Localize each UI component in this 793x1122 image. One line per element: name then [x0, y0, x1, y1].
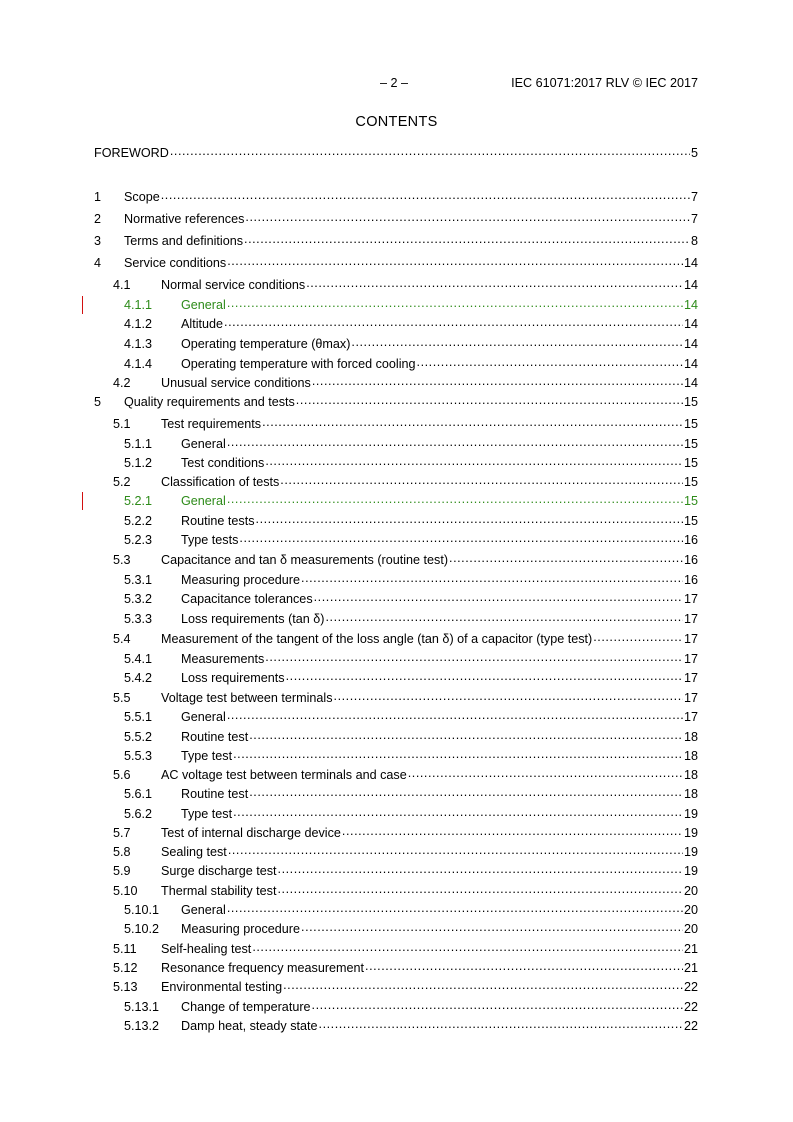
toc-entry[interactable]: [94, 728, 698, 746]
toc-entry-number: 5.2.1: [124, 494, 153, 508]
toc-entry-label: Capacitance tolerances: [181, 592, 313, 606]
toc-dot-leader: [342, 825, 683, 837]
toc-entry[interactable]: [94, 531, 698, 549]
page-number: – 2 –: [380, 76, 409, 90]
toc-entry-page: 14: [683, 298, 698, 312]
toc-entry[interactable]: [94, 415, 698, 433]
toc-entry[interactable]: [94, 492, 698, 510]
toc-entry-label: FOREWORD: [94, 146, 169, 160]
toc-entry[interactable]: [94, 512, 698, 530]
toc-dot-leader: [449, 552, 683, 564]
toc-entry-page: 20: [683, 884, 698, 898]
toc-entry-number: 2: [94, 212, 102, 226]
toc-entry-page: 21: [683, 942, 698, 956]
toc-dot-leader: [245, 211, 690, 223]
toc-dot-leader: [228, 844, 683, 856]
toc-entry-number: 5.6.2: [124, 807, 153, 821]
toc-entry-number: 5.10: [113, 884, 138, 898]
toc-entry[interactable]: [94, 551, 698, 569]
toc-dot-leader: [227, 436, 683, 448]
toc-dot-leader: [233, 806, 683, 818]
toc-entry[interactable]: [94, 610, 698, 628]
toc-entry-page: 17: [683, 652, 698, 666]
toc-dot-leader: [301, 921, 683, 933]
toc-entry-page: 20: [683, 903, 698, 917]
toc-dot-leader: [227, 709, 683, 721]
toc-entry-label: Terms and definitions: [124, 234, 244, 248]
toc-dot-leader: [227, 255, 683, 267]
toc-entry[interactable]: [94, 689, 698, 707]
toc-dot-leader: [256, 513, 683, 525]
toc-entry-number: 5.8: [113, 845, 131, 859]
toc-entry[interactable]: [94, 901, 698, 919]
toc-entry-page: 19: [683, 807, 698, 821]
toc-entry-page: 19: [683, 864, 698, 878]
toc-entry-page: 15: [683, 417, 698, 431]
toc-entry-label: Normal service conditions: [161, 278, 306, 292]
toc-entry-page: 17: [683, 592, 698, 606]
toc-dot-leader: [593, 631, 683, 643]
toc-dot-leader: [280, 474, 683, 486]
toc-entry-page: 14: [683, 376, 698, 390]
toc-entry-label: Self-healing test: [161, 942, 252, 956]
toc-entry-label: Routine test: [181, 787, 249, 801]
toc-entry-label: Type tests: [181, 533, 239, 547]
toc-entry-page: 5: [690, 146, 698, 160]
page-header: [0, 76, 793, 92]
toc-entry-number: 5.1.2: [124, 456, 153, 470]
toc-entry[interactable]: [94, 210, 698, 228]
toc-entry-page: 15: [683, 475, 698, 489]
toc-entry[interactable]: [94, 232, 698, 250]
toc-entry-number: 5.3.2: [124, 592, 153, 606]
toc-entry[interactable]: [94, 959, 698, 977]
toc-entry-number: 5.3.3: [124, 612, 153, 626]
toc-entry[interactable]: [94, 393, 698, 411]
toc-entry-number: 5.2.2: [124, 514, 153, 528]
toc-entry-page: 14: [683, 357, 698, 371]
toc-entry-page: 15: [683, 514, 698, 528]
toc-entry-page: 15: [683, 395, 698, 409]
toc-dot-leader: [306, 277, 683, 289]
toc-entry[interactable]: [94, 254, 698, 272]
toc-entry-page: 16: [683, 573, 698, 587]
toc-entry-page: 19: [683, 845, 698, 859]
toc-entry-page: 18: [683, 787, 698, 801]
toc-entry-number: 5.9: [113, 864, 131, 878]
toc-entry-number: 5.5.3: [124, 749, 153, 763]
toc-entry-number: 1: [94, 190, 102, 204]
toc-entry-page: 21: [683, 961, 698, 975]
toc-entry-page: 16: [683, 533, 698, 547]
toc-entry-page: 17: [683, 632, 698, 646]
toc-entry-number: 5.13.1: [124, 1000, 160, 1014]
toc-entry[interactable]: [94, 940, 698, 958]
toc-entry[interactable]: [94, 805, 698, 823]
toc-entry-label: Measuring procedure: [181, 573, 301, 587]
toc-entry[interactable]: [94, 590, 698, 608]
toc-dot-leader: [170, 145, 690, 157]
toc-entry[interactable]: [94, 374, 698, 392]
toc-dot-leader: [265, 651, 683, 663]
toc-dot-leader: [319, 1018, 683, 1030]
toc-entry[interactable]: [94, 978, 698, 996]
toc-entry-number: 4.1: [113, 278, 131, 292]
toc-entry-label: Normative references: [124, 212, 245, 226]
toc-entry-page: 18: [683, 730, 698, 744]
toc-entry-number: 5.6.1: [124, 787, 153, 801]
toc-entry-label: Type test: [181, 807, 233, 821]
toc-dot-leader: [334, 690, 683, 702]
toc-entry[interactable]: [94, 650, 698, 668]
toc-entry-label: Loss requirements (tan δ): [181, 612, 325, 626]
toc-entry-page: 22: [683, 1019, 698, 1033]
toc-dot-leader: [239, 532, 683, 544]
toc-entry-label: Voltage test between terminals: [161, 691, 333, 705]
toc-dot-leader: [161, 189, 690, 201]
toc-entry-number: 5.1.1: [124, 437, 153, 451]
toc-entry-label: General: [181, 710, 226, 724]
toc-entry-number: 5.10.1: [124, 903, 160, 917]
toc-entry-label: General: [181, 903, 226, 917]
toc-entry-label: Test conditions: [181, 456, 265, 470]
toc-entry-label: Quality requirements and tests: [124, 395, 295, 409]
toc-dot-leader: [224, 316, 683, 328]
toc-entry-number: 5.2.3: [124, 533, 153, 547]
toc-entry-number: 5.6: [113, 768, 131, 782]
toc-entry-page: 18: [683, 749, 698, 763]
toc-entry-number: 5.1: [113, 417, 131, 431]
toc-entry[interactable]: [94, 296, 698, 314]
toc-entry[interactable]: [94, 435, 698, 453]
toc-entry-label: Damp heat, steady state: [181, 1019, 318, 1033]
toc-entry-label: Measuring procedure: [181, 922, 301, 936]
toc-entry-label: Loss requirements: [181, 671, 285, 685]
toc-entry-number: 5.4: [113, 632, 131, 646]
toc-entry-number: 5.2: [113, 475, 131, 489]
toc-dot-leader: [277, 883, 683, 895]
toc-entry-number: 5.12: [113, 961, 138, 975]
toc-entry-label: Resonance frequency measurement: [161, 961, 365, 975]
toc-entry[interactable]: [94, 998, 698, 1016]
toc-entry-label: Unusual service conditions: [161, 376, 311, 390]
toc-entry-number: 5.11: [113, 942, 137, 956]
toc-entry-label: Measurement of the tangent of the loss angle (tan δ) of a capacitor (type test): [161, 632, 593, 646]
toc-entry[interactable]: [94, 708, 698, 726]
toc-dot-leader: [301, 572, 683, 584]
toc-entry-page: 20: [683, 922, 698, 936]
toc-entry-number: 5.5.1: [124, 710, 153, 724]
toc-dot-leader: [351, 336, 683, 348]
toc-dot-leader: [314, 591, 683, 603]
toc-entry-number: 5.7: [113, 826, 131, 840]
toc-entry-page: 17: [683, 671, 698, 685]
toc-dot-leader: [296, 394, 683, 406]
toc-entry[interactable]: [94, 571, 698, 589]
toc-dot-leader: [265, 455, 683, 467]
toc-entry-label: Capacitance and tan δ measurements (routine test): [161, 553, 449, 567]
toc-entry[interactable]: [94, 355, 698, 373]
toc-entry[interactable]: [94, 669, 698, 687]
toc-dot-leader: [249, 729, 683, 741]
toc-entry-label: Thermal stability test: [161, 884, 277, 898]
toc-entry-label: Surge discharge test: [161, 864, 277, 878]
toc-entry-label: Change of temperature: [181, 1000, 311, 1014]
toc-entry-page: 17: [683, 691, 698, 705]
toc-entry-label: Altitude: [181, 317, 224, 331]
toc-entry-number: 4.1.3: [124, 337, 153, 351]
toc-entry-number: 5.10.2: [124, 922, 160, 936]
toc-dot-leader: [283, 979, 683, 991]
toc-dot-leader: [408, 767, 683, 779]
toc-dot-leader: [227, 297, 683, 309]
toc-entry-page: 19: [683, 826, 698, 840]
toc-entry-page: 15: [683, 494, 698, 508]
toc-entry-label: Routine tests: [181, 514, 255, 528]
toc-entry-label: Environmental testing: [161, 980, 283, 994]
toc-entry-number: 3: [94, 234, 102, 248]
toc-entry-label: Test requirements: [161, 417, 262, 431]
toc-entry-label: Classification of tests: [161, 475, 280, 489]
toc-entry-page: 7: [690, 190, 698, 204]
toc-entry[interactable]: [94, 1017, 698, 1035]
toc-entry[interactable]: [94, 824, 698, 842]
toc-entry-number: 5.5: [113, 691, 131, 705]
toc-entry-page: 17: [683, 612, 698, 626]
toc-entry-label: General: [181, 494, 226, 508]
toc-entry[interactable]: [94, 144, 698, 162]
toc-dot-leader: [278, 863, 683, 875]
toc-entry-number: 5.3: [113, 553, 131, 567]
toc-entry-page: 17: [683, 710, 698, 724]
toc-entry[interactable]: [94, 188, 698, 206]
toc-dot-leader: [227, 493, 683, 505]
toc-dot-leader: [233, 748, 683, 760]
toc-dot-leader: [244, 233, 690, 245]
toc-entry-number: 5.13: [113, 980, 138, 994]
toc-entry-label: Service conditions: [124, 256, 227, 270]
toc-dot-leader: [326, 611, 683, 623]
toc-entry-label: Operating temperature (θmax): [181, 337, 351, 351]
toc-entry-page: 16: [683, 553, 698, 567]
toc-entry[interactable]: [94, 766, 698, 784]
toc-entry-label: Scope: [124, 190, 160, 204]
toc-dot-leader: [312, 999, 683, 1011]
toc-entry[interactable]: [94, 335, 698, 353]
page-title: CONTENTS: [355, 114, 438, 130]
toc-entry-number: 4.1.4: [124, 357, 153, 371]
revision-change-bar: [82, 296, 83, 314]
toc-entry-number: 5: [94, 395, 102, 409]
toc-entry-page: 15: [683, 456, 698, 470]
standard-reference: IEC 61071:2017 RLV © IEC 2017: [511, 76, 698, 90]
toc-dot-leader: [365, 960, 683, 972]
toc-entry-label: Type test: [181, 749, 233, 763]
toc-entry-page: 14: [683, 337, 698, 351]
toc-dot-leader: [417, 356, 683, 368]
toc-entry[interactable]: [94, 630, 698, 648]
toc-entry-page: 7: [690, 212, 698, 226]
toc-entry-page: 14: [683, 317, 698, 331]
toc-entry-number: 5.4.2: [124, 671, 153, 685]
revision-change-bar: [82, 492, 83, 510]
toc-dot-leader: [227, 902, 683, 914]
toc-entry[interactable]: [94, 785, 698, 803]
toc-entry-number: 5.5.2: [124, 730, 153, 744]
toc-entry-label: Operating temperature with forced cooling: [181, 357, 416, 371]
toc-entry[interactable]: [94, 862, 698, 880]
toc-dot-leader: [252, 941, 683, 953]
toc-entry-number: 4: [94, 256, 102, 270]
toc-entry-label: Test of internal discharge device: [161, 826, 341, 840]
toc-entry[interactable]: [94, 315, 698, 333]
toc-entry-page: 22: [683, 1000, 698, 1014]
toc-entry-number: 5.4.1: [124, 652, 153, 666]
toc-entry-page: 15: [683, 437, 698, 451]
toc-entry-label: Sealing test: [161, 845, 227, 859]
toc-entry[interactable]: [94, 276, 698, 294]
toc-dot-leader: [312, 375, 683, 387]
toc-entry-page: 14: [683, 278, 698, 292]
toc-entry-number: 4.1.1: [124, 298, 153, 312]
toc-entry-number: 5.3.1: [124, 573, 153, 587]
toc-entry-label: Routine test: [181, 730, 249, 744]
toc-entry-page: 14: [683, 256, 698, 270]
toc-entry-label: AC voltage test between terminals and case: [161, 768, 407, 782]
toc-entry-number: 5.13.2: [124, 1019, 160, 1033]
toc-entry-page: 8: [690, 234, 698, 248]
toc-entry-number: 4.2: [113, 376, 131, 390]
toc-entry[interactable]: [94, 473, 698, 491]
toc-entry[interactable]: [94, 843, 698, 861]
toc-entry-label: Measurements: [181, 652, 265, 666]
toc-entry[interactable]: [94, 747, 698, 765]
toc-entry[interactable]: [94, 882, 698, 900]
toc-entry-page: 22: [683, 980, 698, 994]
toc-entry[interactable]: [94, 920, 698, 938]
toc-entry[interactable]: [94, 454, 698, 472]
toc-entry-number: 4.1.2: [124, 317, 153, 331]
toc-entry-label: General: [181, 298, 226, 312]
toc-dot-leader: [262, 416, 683, 428]
toc-entry-page: 18: [683, 768, 698, 782]
toc-dot-leader: [286, 670, 683, 682]
toc-dot-leader: [249, 786, 683, 798]
toc-entry-label: General: [181, 437, 226, 451]
